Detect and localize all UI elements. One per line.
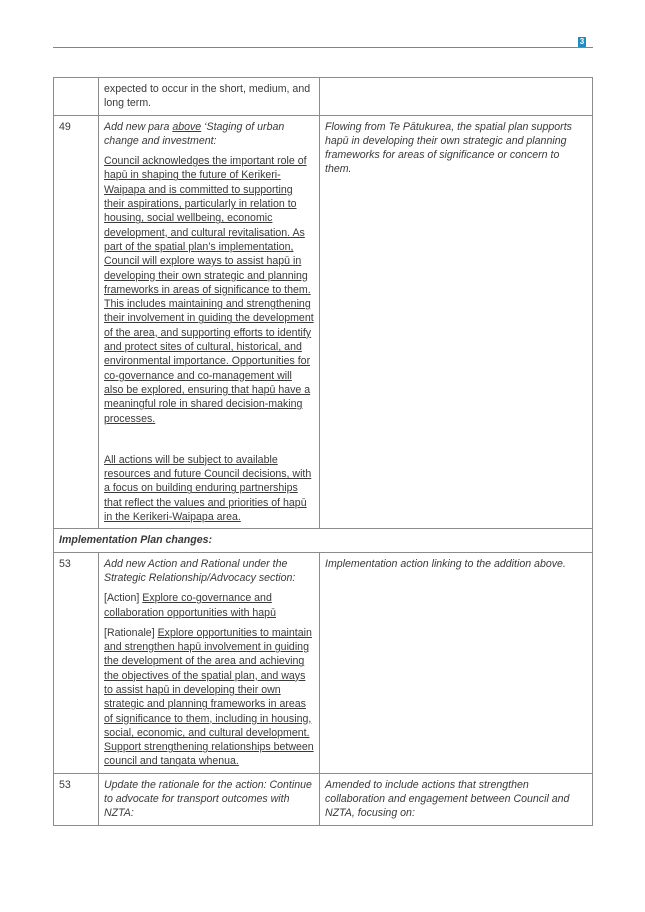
change-text: expected to occur in the short, medium, and long term. — [104, 83, 311, 110]
table-row — [54, 552, 593, 773]
row-number-cell — [54, 773, 99, 825]
intro-text: ‘Staging of urban change and investment: — [104, 120, 285, 147]
page-number: 3 — [579, 37, 585, 46]
row-number-cell — [54, 78, 99, 116]
reason-cell — [320, 552, 593, 773]
change-cell — [99, 78, 320, 116]
reason-text: Flowing from Te Pātukurea, the spatial plan supports hapū in developing their own strategic and planning frameworks for areas of significance or concern to them. — [325, 120, 572, 176]
intro-text: Add new para — [104, 120, 173, 133]
intro-underlined: above — [172, 120, 202, 133]
change-intro: Add new Action and Rational under the Strategic Relationship/Advocacy section: — [104, 557, 296, 584]
table-row — [54, 773, 593, 825]
row-number: 53 — [59, 778, 71, 791]
rationale-text: Explore opportunities to maintain and strengthen hapū involvement in guiding the development of the area and achieving the objectives of the spatial plan, and ways to assist hapū in developing their own strategic and planning frameworks in areas of significance to them, including in housing, social, economic, and cultural development. Support strengthening relationships between council and tangata whenua. — [104, 626, 314, 768]
row-number-cell — [54, 115, 99, 529]
change-text: Update the rationale for the action: Continue to advocate for transport outcomes with NZTA: — [104, 778, 312, 820]
reason-cell — [320, 773, 593, 825]
rationale-paragraph — [104, 626, 314, 769]
reason-text: Implementation action linking to the addition above. — [325, 557, 566, 570]
row-number: 53 — [59, 557, 71, 570]
row-number-cell — [54, 552, 99, 773]
action-paragraph — [104, 591, 314, 620]
row-number: 49 — [59, 120, 71, 133]
change-cell — [99, 773, 320, 825]
reason-cell — [320, 115, 593, 529]
change-cell — [99, 115, 320, 529]
rationale-tag: [Rationale] — [104, 626, 158, 639]
table-row — [54, 78, 593, 116]
change-intro — [104, 120, 314, 149]
section-title: Implementation Plan changes: — [54, 529, 593, 552]
reason-text: Amended to include actions that strengthen collaboration and engagement between Council and NZTA, focusing on: — [325, 778, 570, 820]
header-rule — [53, 47, 593, 48]
table-row — [54, 115, 593, 529]
inserted-paragraph: Council acknowledges the important role of hapū in shaping the future of Kerikeri-Waipapa and is committed to supporting their aspirations, particularly in relation to housing, social wellbeing, economic development, and cultural revitalisation. As part of the spatial plan’s implementation, Council will explore ways to assist hapū in developing their own strategic and planning frameworks in areas of significance to them. This includes maintaining and strengthening their involvement in guiding the development of the area, and supporting efforts to identify and protect sites of cultural, historical, and environmental importance. Opportunities for co-governance and co-management will also be explored, ensuring that hapū have a meaningful role in shared decision-making processes. — [104, 155, 314, 425]
reason-cell — [320, 78, 593, 116]
action-tag: [Action] — [104, 592, 143, 605]
change-cell — [99, 552, 320, 773]
section-header-row — [54, 529, 593, 552]
changes-table — [53, 77, 593, 826]
inserted-paragraph: All actions will be subject to available resources and future Council decisions, with a focus on building enduring partnerships that reflect the values and priorities of hapū in the Kerikeri-Waipapa area. — [104, 453, 312, 524]
action-text: Explore co-governance and collaboration opportunities with hapū — [104, 592, 276, 619]
